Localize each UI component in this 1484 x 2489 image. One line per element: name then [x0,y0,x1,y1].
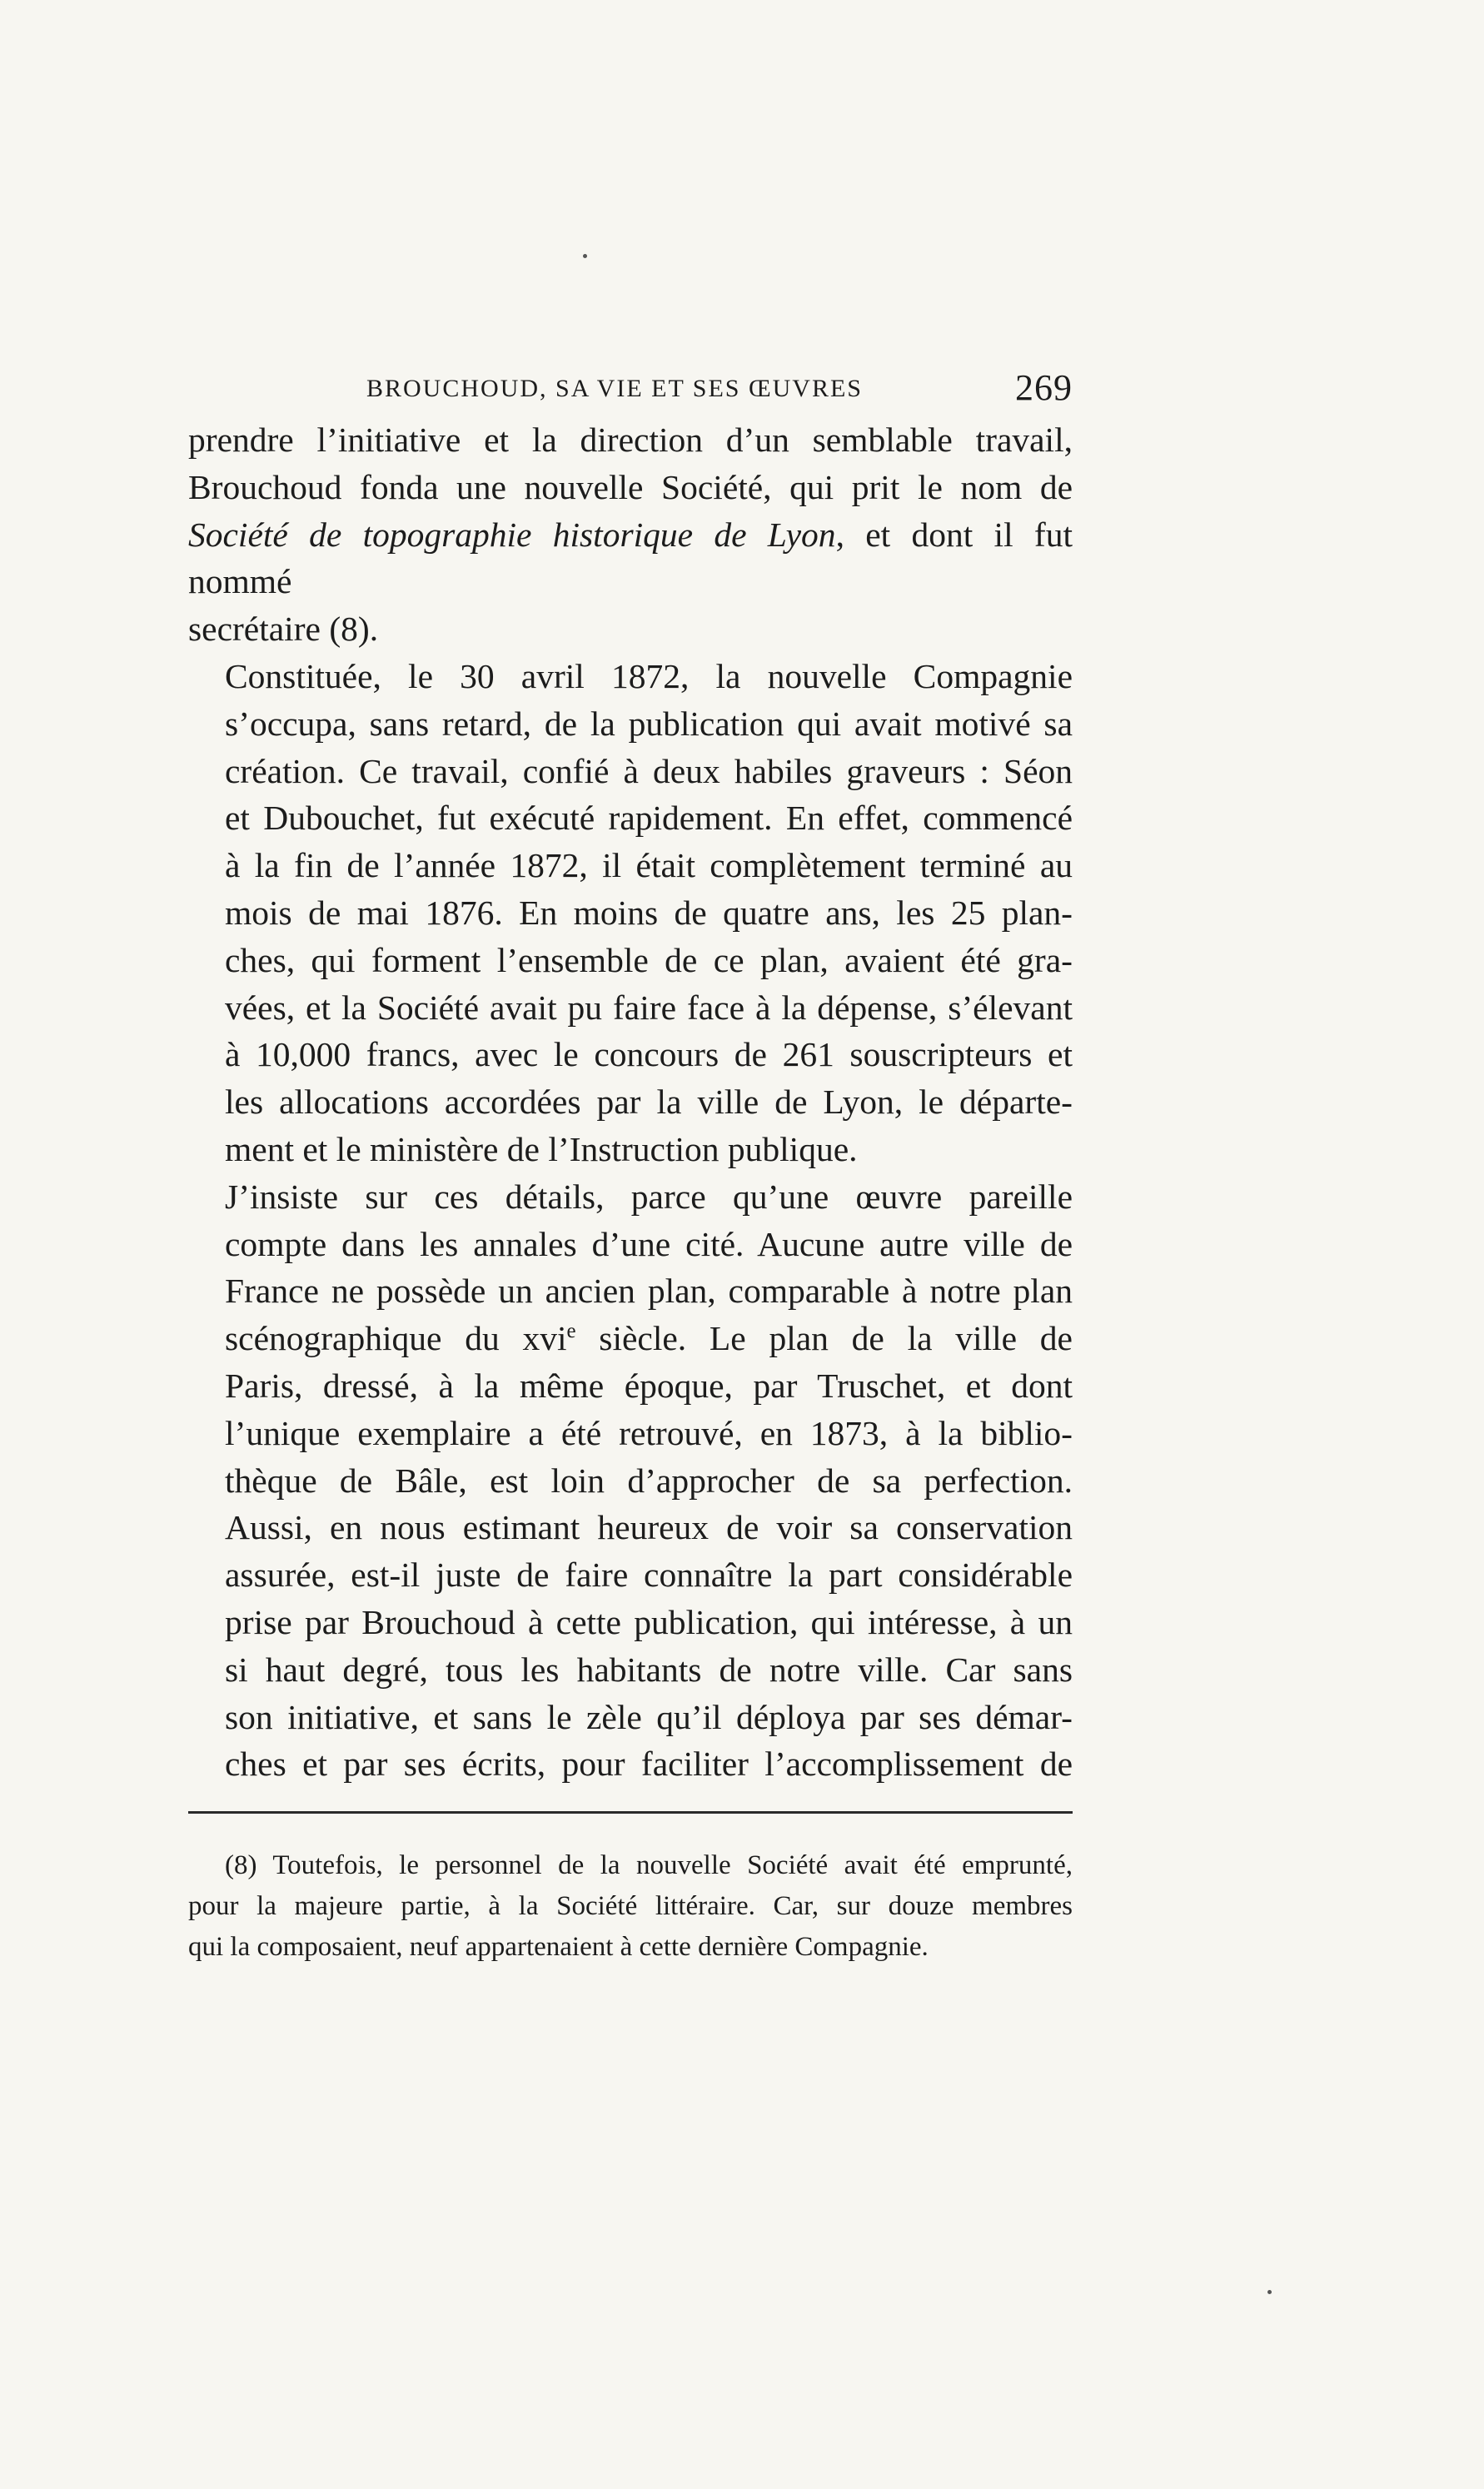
text-line: assurée, est-il juste de faire connaître la part considérable [225,1556,1073,1595]
text-line: s’occupa, sans retard, de la publication qui avait motivé sa [225,704,1073,743]
text-line [188,511,1073,606]
text-line: J’insiste sur ces détails, parce qu’une œuvre pareille [225,1177,1073,1216]
text-fragment: scénographique du xvi [225,1319,567,1358]
text-line: compte dans les annales d’une cité. Aucune autre ville de [225,1224,1073,1263]
text-line: France ne possède un ancien plan, comparable à notre plan [225,1272,1073,1311]
text-line: son initiative, et sans le zèle qu’il déploya par ses démar- [225,1697,1073,1736]
paragraph-3 [188,1173,1073,1788]
page-number: 269 [1015,367,1073,408]
text-line: Brouchoud fonda une nouvelle Société, qui prit le nom de [188,467,1073,506]
text-line: à 10,000 francs, avec le concours de 261 souscripteurs et [225,1035,1073,1074]
footnote-line: qui la composaient, neuf appartenaient à cette dernière Compagnie. [188,1932,929,1963]
text-line: Paris, dressé, à la même époque, par Truschet, et dont [225,1366,1073,1405]
text-line: l’unique exemplaire a été retrouvé, en 1873, à la biblio- [225,1413,1073,1452]
society-title-italic: Société de topographie historique de Lyon [188,515,836,554]
text-line: prendre l’initiative et la direction d’un semblable travail, [188,421,1073,459]
footnote-rule [188,1811,1073,1814]
text-line: prise par Brouchoud à cette publication, qui intéresse, à un [225,1602,1073,1641]
text-line: vées, et la Société avait pu faire face à la dépense, s’élevant [225,988,1073,1027]
text-line: mois de mai 1876. En moins de quatre ans, les 25 plan- [225,893,1073,932]
running-title: BROUCHOUD, SA VIE ET SES ŒUVRES [366,375,863,402]
text-line: thèque de Bâle, est loin d’approcher de sa perfection. [225,1461,1073,1500]
text-line: ches et par ses écrits, pour faciliter l’accomplissement de [225,1745,1073,1784]
footnote-line: (8) Toutefois, le personnel de la nouvelle Société avait été emprunté, [225,1850,1073,1881]
paper-speck [583,254,587,258]
paper-speck [1267,2290,1272,2294]
paragraph-2 [188,653,1073,1173]
text-line: ches, qui forment l’ensemble de ce plan, avaient été gra- [225,940,1073,979]
text-line [188,1315,1073,1362]
text-line: les allocations accordées par la ville de Lyon, le départe- [225,1083,1073,1122]
text-line: ment et le ministère de l’Instruction publique. [225,1129,858,1168]
text-line: Constituée, le 30 avril 1872, la nouvelle Compagnie [225,656,1073,695]
text-line: Aussi, en nous estimant heureux de voir sa conservation [225,1508,1073,1547]
text-fragment: , et dont il fut nommé [188,515,1073,601]
text-line: création. Ce travail, confié à deux habiles graveurs : Séon [225,751,1073,790]
running-head [188,366,1073,416]
body-text [188,416,1073,1788]
footnote [188,1845,1073,1968]
paragraph-1 [188,416,1073,653]
text-line: et Dubouchet, fut exécuté rapidement. En effet, commencé [225,799,1073,838]
text-fragment: siècle. Le plan de la ville de [575,1319,1073,1358]
book-page [188,366,1073,1968]
text-line: si haut degré, tous les habitants de notre ville. Car sans [225,1650,1073,1689]
footnote-line: pour la majeure partie, à la Société littéraire. Car, sur douze membres [188,1891,1073,1922]
text-line: secrétaire (8). [188,610,379,649]
century-superscript: e [566,1320,576,1343]
text-line: à la fin de l’année 1872, il était complètement terminé au [225,846,1073,885]
